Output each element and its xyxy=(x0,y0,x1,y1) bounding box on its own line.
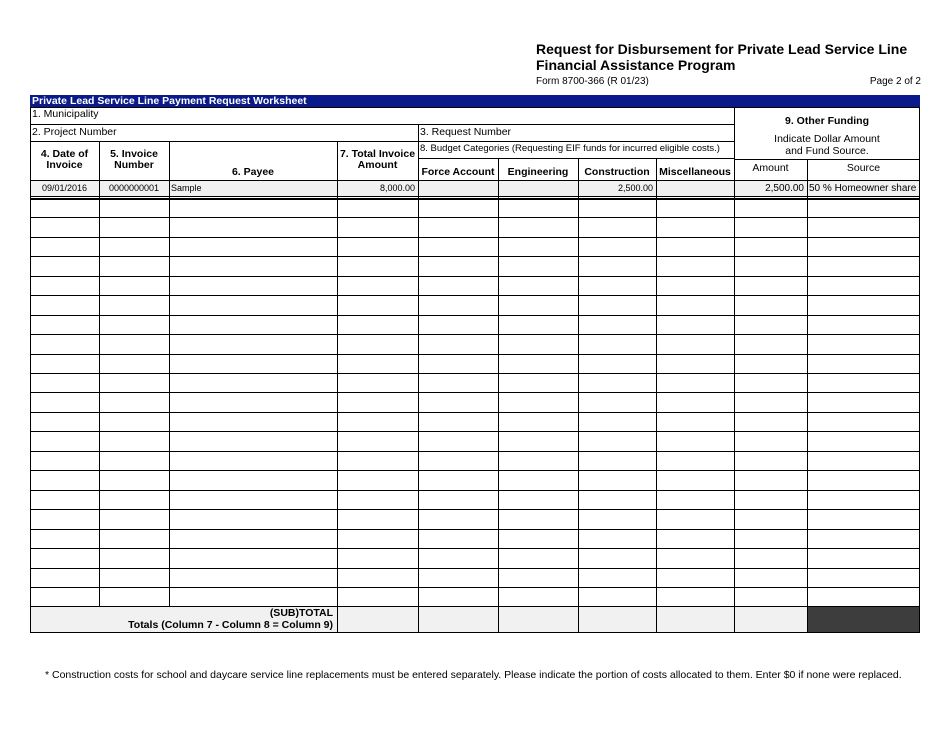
grid-line xyxy=(30,529,920,530)
invoice-number-header xyxy=(99,141,169,180)
grid-line xyxy=(30,198,920,200)
grid-line xyxy=(30,276,920,277)
grid-line xyxy=(30,632,920,633)
form-title-line1: Request for Disbursement for Private Lead Service Line xyxy=(536,41,908,57)
municipality-field[interactable]: 1. Municipality xyxy=(32,108,99,120)
total-header-line1: 7. Total Invoice xyxy=(339,147,416,160)
date-header-line2: Invoice xyxy=(46,158,83,171)
grid-line xyxy=(30,256,920,257)
grid-line xyxy=(734,107,735,633)
project-number-field[interactable]: 2. Project Number xyxy=(32,126,117,138)
grid-line xyxy=(30,451,920,452)
invoice-header-line1: 5. Invoice xyxy=(110,147,158,160)
grid-line xyxy=(30,509,920,510)
sample-invoice-number[interactable]: 0000000001 xyxy=(108,183,160,193)
page-number: Page 2 of 2 xyxy=(869,76,921,87)
grid-line xyxy=(30,141,734,142)
other-funding-header xyxy=(734,107,920,159)
grid-line xyxy=(30,124,734,125)
grid-line xyxy=(30,196,920,197)
engineering-header: Engineering xyxy=(507,166,569,178)
budget-categories-label: 8. Budget Categories (Requesting EIF funds for incurred eligible costs.) xyxy=(420,143,720,154)
grid-line xyxy=(30,568,920,569)
payment-request-worksheet xyxy=(30,95,920,633)
other-funding-title: 9. Other Funding xyxy=(785,115,869,127)
form-number: Form 8700-366 (R 01/23) xyxy=(536,76,649,87)
sample-construction[interactable]: 2,500.00 xyxy=(617,183,653,193)
construction-header: Construction xyxy=(584,166,650,178)
totals-label xyxy=(30,606,337,633)
invoice-header-line2: Number xyxy=(114,158,154,171)
totals-formula: Totals (Column 7 - Column 8 = Column 9) xyxy=(128,619,333,631)
sample-date[interactable]: 09/01/2016 xyxy=(41,183,88,193)
grid-line xyxy=(30,373,920,374)
worksheet-banner: Private Lead Service Line Payment Request Worksheet xyxy=(30,95,920,107)
date-header-line1: 4. Date of xyxy=(40,147,89,160)
form-title-line2: Financial Assistance Program xyxy=(536,57,736,73)
grid-line xyxy=(919,107,920,633)
grid-line xyxy=(656,158,657,633)
grid-line xyxy=(807,159,808,633)
sample-source[interactable]: 50 % Homeowner share xyxy=(809,183,917,194)
grid-line xyxy=(30,548,920,549)
other-funding-line1: Indicate Dollar Amount xyxy=(774,133,880,145)
miscellaneous-header: Miscellaneous xyxy=(659,166,731,178)
sample-payee[interactable]: Sample xyxy=(171,183,202,193)
footnote: * Construction costs for school and daycare service line replacements must be entered separately. Please indicate the portion of costs allocated to them. Enter $0 if none were replaced. xyxy=(45,669,902,681)
sample-total[interactable]: 8,000.00 xyxy=(379,183,415,193)
sample-amount[interactable]: 2,500.00 xyxy=(765,183,804,194)
grid-line xyxy=(30,412,920,413)
other-funding-line2: and Fund Source. xyxy=(785,145,869,157)
grid-line xyxy=(30,490,920,491)
grid-line xyxy=(30,431,920,432)
total-header-line2: Amount xyxy=(357,158,398,171)
grid-line xyxy=(30,107,31,633)
grid-line xyxy=(498,158,499,633)
source-total-blackout xyxy=(807,606,920,633)
force-account-header: Force Account xyxy=(421,166,495,178)
grid-line xyxy=(418,158,734,159)
grid-line xyxy=(418,124,419,633)
amount-header: Amount xyxy=(752,162,789,174)
grid-line xyxy=(30,237,920,238)
grid-line xyxy=(30,606,920,607)
form-header xyxy=(536,41,921,87)
grid-line xyxy=(30,217,920,218)
grid-line xyxy=(337,141,338,633)
grid-line xyxy=(30,354,920,355)
request-number-field[interactable]: 3. Request Number xyxy=(420,126,512,138)
subtotal-label: (SUB)TOTAL xyxy=(269,607,333,619)
grid-line xyxy=(578,158,579,633)
grid-line xyxy=(30,107,920,108)
source-header: Source xyxy=(846,162,881,174)
grid-line xyxy=(30,315,920,316)
payee-header: 6. Payee xyxy=(231,166,275,178)
grid-line xyxy=(30,392,920,393)
grid-line xyxy=(30,180,920,181)
grid-line xyxy=(30,587,920,588)
grid-line xyxy=(734,159,920,160)
grid-line xyxy=(30,295,920,296)
date-header xyxy=(30,141,99,180)
grid-line xyxy=(30,334,920,335)
grid-line xyxy=(30,470,920,471)
total-invoice-header xyxy=(337,141,418,180)
